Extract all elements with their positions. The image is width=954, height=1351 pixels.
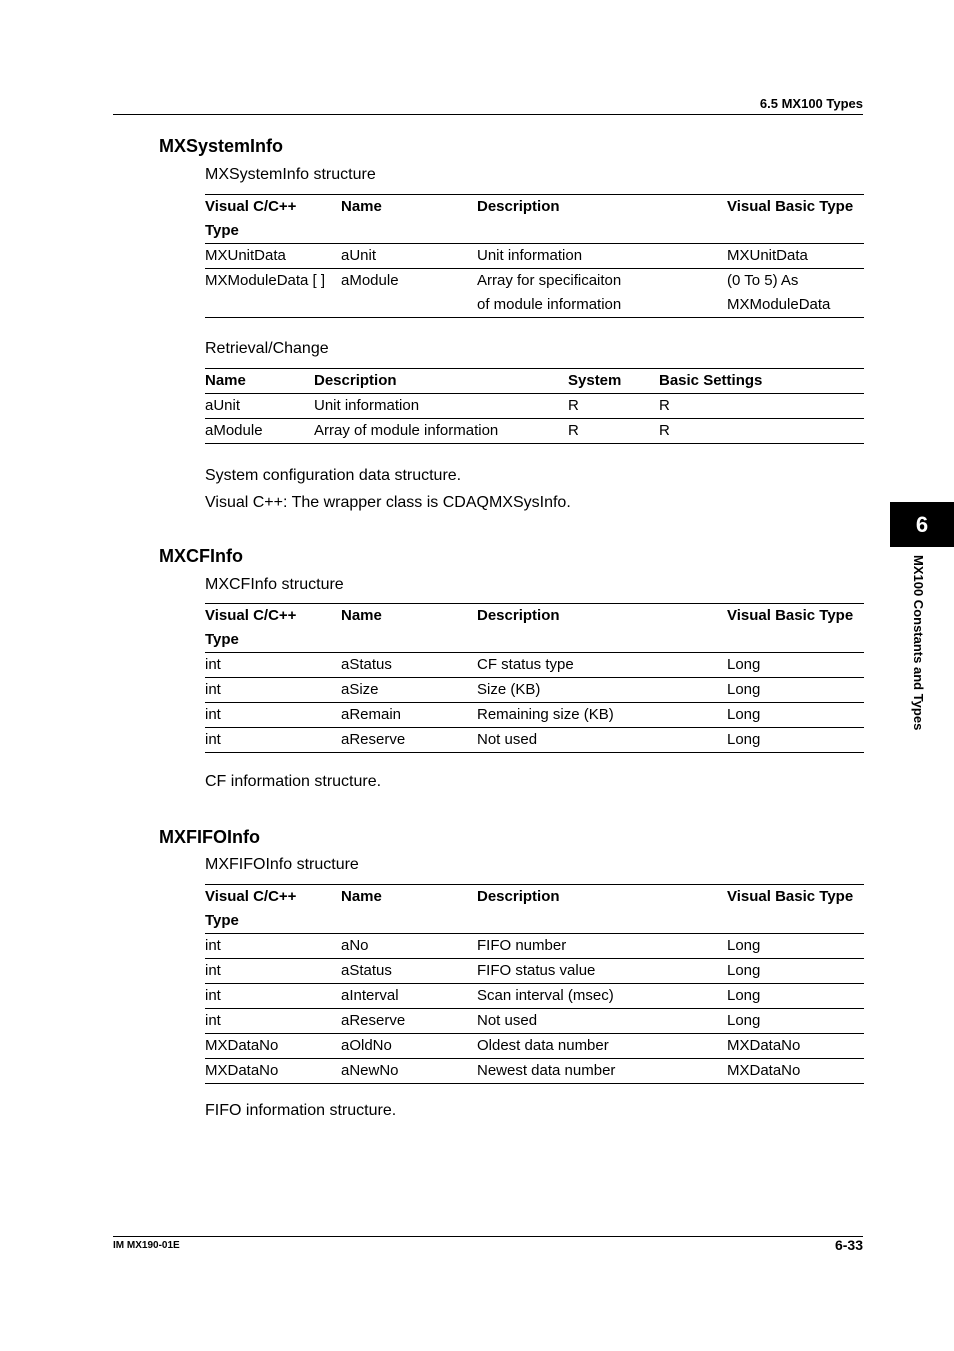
table-cell bbox=[727, 244, 864, 269]
cell-line: FIFO number bbox=[477, 937, 567, 954]
table-cell bbox=[341, 703, 477, 728]
cell-line: aReserve bbox=[341, 1012, 406, 1029]
cell-line: Visual Basic Type bbox=[727, 888, 854, 905]
table-cell bbox=[727, 934, 864, 959]
table-cell bbox=[341, 1009, 477, 1034]
table-cell bbox=[341, 959, 477, 984]
table-cell bbox=[477, 653, 727, 678]
cell-line: int bbox=[205, 681, 221, 698]
cell-line: Type bbox=[205, 222, 239, 239]
table-cell bbox=[727, 653, 864, 678]
cell-line: Not used bbox=[477, 1012, 538, 1029]
table-cell bbox=[477, 678, 727, 703]
cell-line: Visual Basic Type bbox=[727, 198, 854, 215]
cell-line: Newest data number bbox=[477, 1062, 616, 1079]
column-header bbox=[205, 885, 341, 934]
cfinfo-note-1: CF information structure. bbox=[205, 773, 382, 790]
cell-line: aOldNo bbox=[341, 1037, 392, 1054]
cell-line: aUnit bbox=[341, 247, 377, 264]
cell-line: aNewNo bbox=[341, 1062, 399, 1079]
column-header bbox=[727, 195, 864, 244]
table-cell bbox=[341, 934, 477, 959]
cell-line: MXDataNo bbox=[727, 1037, 801, 1054]
table-cell: aModule bbox=[205, 422, 263, 439]
table-row bbox=[205, 1009, 864, 1034]
table-row bbox=[205, 984, 864, 1009]
table-row bbox=[205, 934, 864, 959]
table-cell bbox=[205, 269, 341, 318]
table-cell: R bbox=[568, 422, 579, 439]
cell-line: Description bbox=[477, 607, 560, 624]
table-cell: R bbox=[659, 397, 670, 414]
table-cell bbox=[477, 703, 727, 728]
column-header: Basic Settings bbox=[659, 372, 763, 389]
column-header bbox=[341, 885, 477, 934]
cell-line: Description bbox=[477, 888, 560, 905]
table-cell: R bbox=[568, 397, 579, 414]
struct-table-sysinfo bbox=[205, 194, 864, 318]
cell-line: MXUnitData bbox=[205, 247, 286, 264]
table-cell bbox=[727, 1059, 864, 1084]
cell-line: aInterval bbox=[341, 987, 399, 1004]
page-number: 6-33 bbox=[834, 1237, 863, 1253]
cell-line: MXUnitData bbox=[727, 247, 808, 264]
column-header bbox=[341, 604, 477, 653]
table-cell bbox=[205, 1034, 341, 1059]
column-header bbox=[477, 604, 727, 653]
table-cell bbox=[477, 244, 727, 269]
column-header: System bbox=[568, 372, 622, 389]
table-caption-fifoinfo: MXFIFOInfo structure bbox=[205, 856, 359, 873]
table-row bbox=[205, 678, 864, 703]
retrieval-change-caption: Retrieval/Change bbox=[205, 340, 329, 357]
table-header-row bbox=[205, 369, 864, 394]
table-cell bbox=[477, 984, 727, 1009]
cell-line: Long bbox=[727, 937, 761, 954]
table-cell bbox=[727, 959, 864, 984]
column-header: Name bbox=[205, 372, 246, 389]
cell-line: aReserve bbox=[341, 731, 406, 748]
column-header bbox=[205, 604, 341, 653]
cell-line: aModule bbox=[341, 272, 399, 289]
cell-line: Long bbox=[727, 706, 761, 723]
table-cell bbox=[205, 934, 341, 959]
cell-line: MXModuleData bbox=[727, 296, 831, 313]
table-cell bbox=[477, 934, 727, 959]
cell-line: Array for specificaiton bbox=[477, 272, 622, 289]
cell-line: Long bbox=[727, 962, 761, 979]
table-row bbox=[205, 703, 864, 728]
column-header bbox=[341, 195, 477, 244]
column-header bbox=[205, 195, 341, 244]
table-cell bbox=[477, 1009, 727, 1034]
cell-line: Type bbox=[205, 631, 239, 648]
cell-line: aRemain bbox=[341, 706, 402, 723]
table-cell: Unit information bbox=[314, 397, 420, 414]
cell-line: aStatus bbox=[341, 656, 392, 673]
document-id: IM MX190-01E bbox=[113, 1240, 180, 1251]
cell-line: Long bbox=[727, 656, 761, 673]
cell-line: Visual C/C++ bbox=[205, 198, 297, 215]
cell-line: Description bbox=[477, 198, 560, 215]
table-cell bbox=[341, 269, 477, 318]
struct-table-fifoinfo bbox=[205, 884, 864, 1084]
table-cell bbox=[477, 728, 727, 753]
struct-table-cfinfo bbox=[205, 603, 864, 753]
section-title-cfinfo: MXCFInfo bbox=[159, 546, 243, 566]
table-cell bbox=[205, 1009, 341, 1034]
cell-line: CF status type bbox=[477, 656, 574, 673]
cell-line: Unit information bbox=[477, 247, 583, 264]
cell-line: Long bbox=[727, 731, 761, 748]
table-row bbox=[205, 1059, 864, 1084]
cell-line: Long bbox=[727, 681, 761, 698]
cell-line: Long bbox=[727, 1012, 761, 1029]
cell-line: MXDataNo bbox=[727, 1062, 801, 1079]
cell-line: int bbox=[205, 962, 221, 979]
cell-line: Size (KB) bbox=[477, 681, 541, 698]
table-cell bbox=[477, 1059, 727, 1084]
table-header-row bbox=[205, 195, 864, 244]
table-cell bbox=[341, 653, 477, 678]
chapter-side-title: MX100 Constants and Types bbox=[911, 555, 926, 731]
footer-rule bbox=[113, 1236, 863, 1237]
cell-line: Name bbox=[341, 888, 382, 905]
cell-line: aNo bbox=[341, 937, 369, 954]
table-cell bbox=[727, 269, 864, 318]
cell-line: aStatus bbox=[341, 962, 392, 979]
running-header: 6.5 MX100 Types bbox=[759, 96, 863, 111]
cell-line: int bbox=[205, 656, 221, 673]
column-header bbox=[477, 195, 727, 244]
cell-line: Visual C/C++ bbox=[205, 888, 297, 905]
cell-line: Name bbox=[341, 198, 382, 215]
cell-line: aSize bbox=[341, 681, 379, 698]
sysinfo-note-2: Visual C++: The wrapper class is CDAQMXSysInfo. bbox=[205, 494, 571, 511]
cell-line: (0 To 5) As bbox=[727, 272, 799, 289]
cell-line: MXModuleData [ ] bbox=[205, 272, 326, 289]
table-cell bbox=[477, 1034, 727, 1059]
table-row bbox=[205, 728, 864, 753]
cell-line: Scan interval (msec) bbox=[477, 987, 614, 1004]
table-cell bbox=[477, 269, 727, 318]
column-header bbox=[727, 604, 864, 653]
table-header-row bbox=[205, 604, 864, 653]
cell-line: Type bbox=[205, 912, 239, 929]
cell-line: Name bbox=[341, 607, 382, 624]
table-cell bbox=[205, 728, 341, 753]
table-cell bbox=[205, 959, 341, 984]
table-cell: aUnit bbox=[205, 397, 241, 414]
retrieval-change-table bbox=[205, 368, 864, 444]
cell-line: Long bbox=[727, 987, 761, 1004]
table-cell bbox=[727, 984, 864, 1009]
table-cell bbox=[341, 244, 477, 269]
table-cell bbox=[205, 678, 341, 703]
cell-line: of module information bbox=[477, 296, 622, 313]
table-row bbox=[205, 269, 864, 318]
cell-line: int bbox=[205, 731, 221, 748]
section-title-fifoinfo: MXFIFOInfo bbox=[159, 827, 260, 847]
table-cell bbox=[727, 1034, 864, 1059]
table-caption-sysinfo: MXSystemInfo structure bbox=[205, 166, 376, 183]
section-title-sysinfo: MXSystemInfo bbox=[159, 136, 284, 156]
cell-line: Oldest data number bbox=[477, 1037, 609, 1054]
cell-line: MXDataNo bbox=[205, 1037, 279, 1054]
table-row bbox=[205, 394, 864, 419]
sysinfo-note-1: System configuration data structure. bbox=[205, 467, 462, 484]
table-cell bbox=[341, 728, 477, 753]
table-cell bbox=[727, 1009, 864, 1034]
table-cell: Array of module information bbox=[314, 422, 499, 439]
table-caption-cfinfo: MXCFInfo structure bbox=[205, 576, 344, 593]
table-cell bbox=[205, 244, 341, 269]
table-cell: R bbox=[659, 422, 670, 439]
cell-line: FIFO status value bbox=[477, 962, 596, 979]
table-cell bbox=[341, 678, 477, 703]
cell-line: Visual C/C++ bbox=[205, 607, 297, 624]
cell-line: Not used bbox=[477, 731, 538, 748]
column-header: Description bbox=[314, 372, 397, 389]
table-cell bbox=[341, 1034, 477, 1059]
column-header bbox=[477, 885, 727, 934]
table-cell bbox=[205, 1059, 341, 1084]
cell-line: int bbox=[205, 937, 221, 954]
table-row bbox=[205, 959, 864, 984]
table-cell bbox=[341, 1059, 477, 1084]
table-row bbox=[205, 419, 864, 444]
cell-line: int bbox=[205, 706, 221, 723]
table-row bbox=[205, 1034, 864, 1059]
table-row bbox=[205, 244, 864, 269]
fifoinfo-note-1: FIFO information structure. bbox=[205, 1102, 397, 1119]
table-cell bbox=[727, 728, 864, 753]
cell-line: MXDataNo bbox=[205, 1062, 279, 1079]
cell-line: Remaining size (KB) bbox=[477, 706, 614, 723]
cell-line: Visual Basic Type bbox=[727, 607, 854, 624]
table-row bbox=[205, 653, 864, 678]
table-header-row bbox=[205, 885, 864, 934]
header-rule bbox=[113, 114, 863, 115]
table-cell bbox=[341, 984, 477, 1009]
column-header bbox=[727, 885, 864, 934]
cell-line: int bbox=[205, 987, 221, 1004]
chapter-tab: 6 bbox=[890, 502, 954, 547]
table-cell bbox=[477, 959, 727, 984]
table-cell bbox=[205, 703, 341, 728]
cell-line: int bbox=[205, 1012, 221, 1029]
table-cell bbox=[727, 678, 864, 703]
table-cell bbox=[727, 703, 864, 728]
table-cell bbox=[205, 653, 341, 678]
table-cell bbox=[205, 984, 341, 1009]
